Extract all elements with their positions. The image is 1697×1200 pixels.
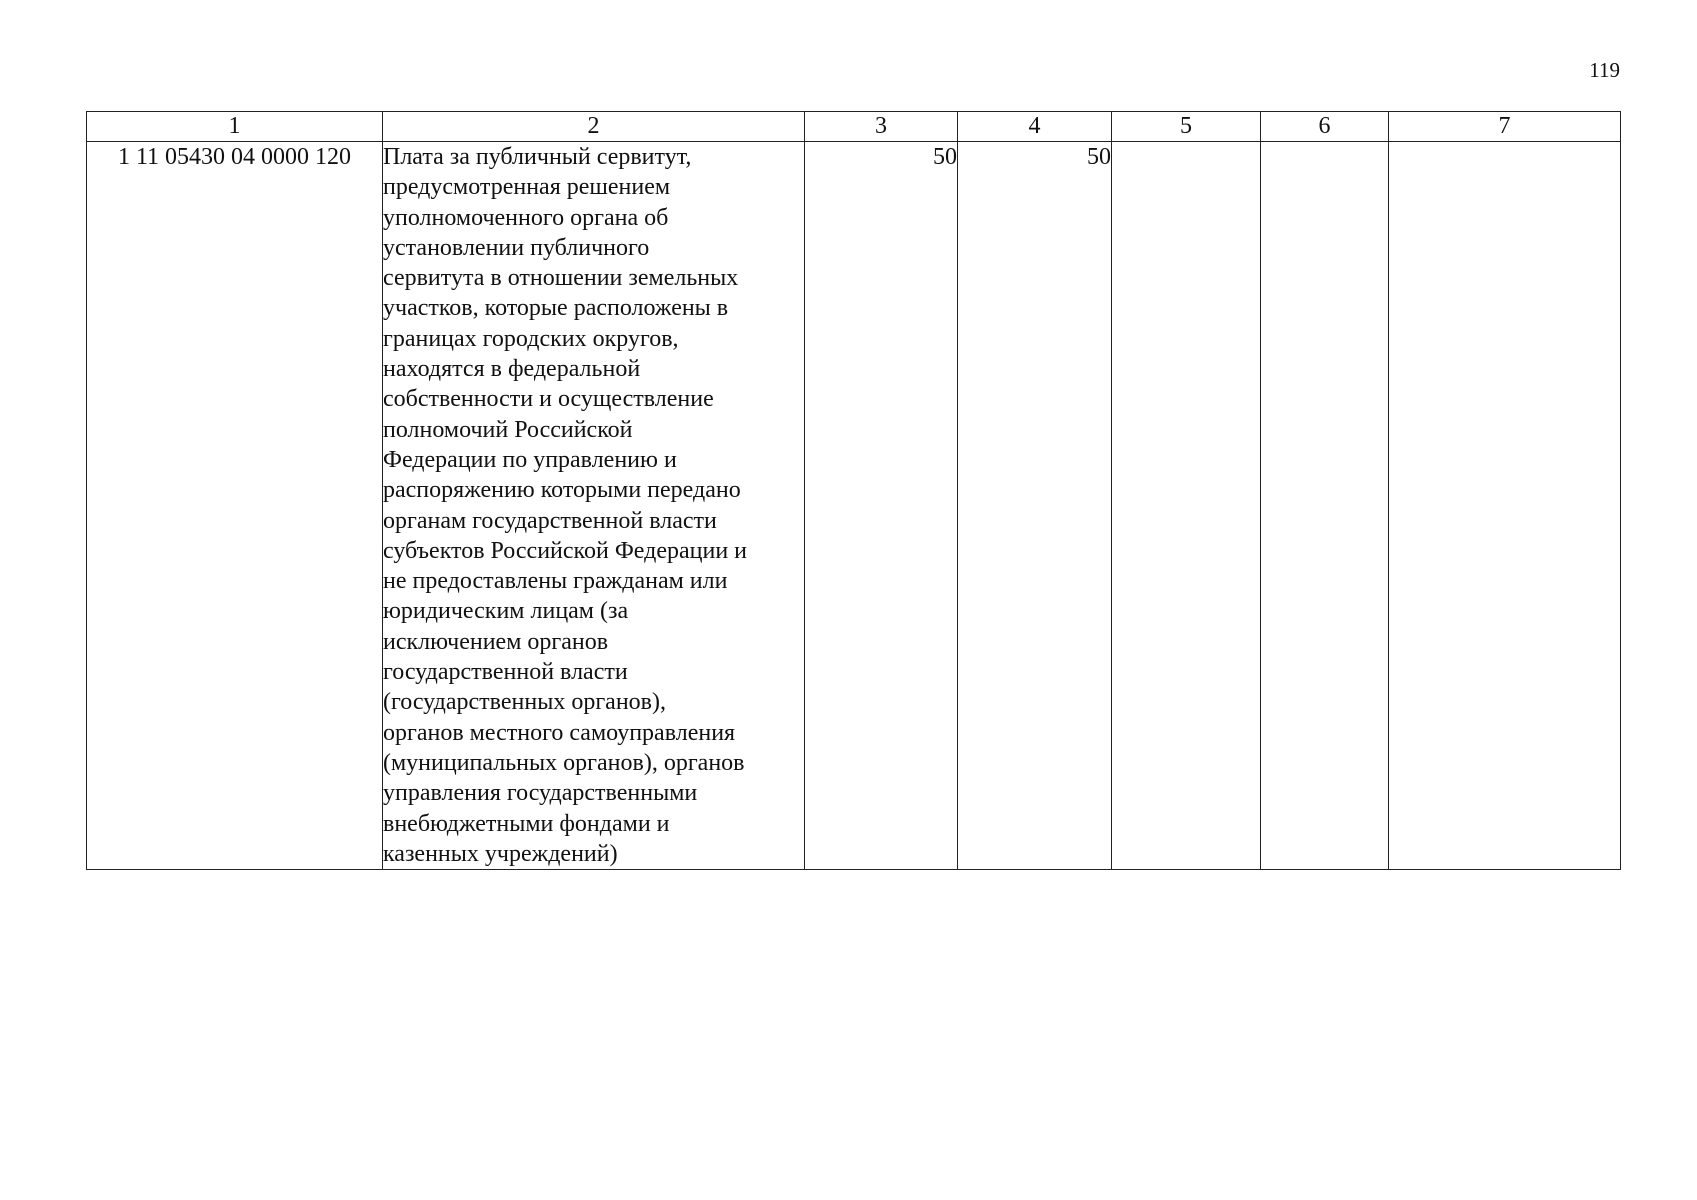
name-line: собственности и осуществление <box>383 386 714 413</box>
budget-table <box>86 111 1621 870</box>
name-line: государственной власти <box>383 659 628 686</box>
value-col-5 <box>1112 142 1261 870</box>
name-line: (муниципальных органов), органов <box>383 749 745 776</box>
name-line: юридическим лицам (за <box>383 598 629 625</box>
header-col-5: 5 <box>1112 112 1261 142</box>
revenue-name-cell <box>383 142 805 870</box>
name-line: не предоставлены гражданам или <box>383 568 728 595</box>
name-line: органам государственной власти <box>383 507 717 534</box>
value-col-4: 50 <box>958 142 1112 870</box>
page-number: 119 <box>1589 58 1620 82</box>
name-line: находятся в федеральной <box>383 356 641 383</box>
name-line: полномочий Российской <box>383 416 633 443</box>
name-line: исключением органов <box>383 628 609 655</box>
header-row <box>87 112 1621 142</box>
name-line: управления государственными <box>383 780 698 807</box>
header-col-7: 7 <box>1389 112 1621 142</box>
name-line: казенных учреждений) <box>383 840 618 867</box>
name-line: уполномоченного органа об <box>383 204 669 231</box>
name-line: внебюджетными фондами и <box>383 810 670 837</box>
revenue-code-cell: 1 11 05430 04 0000 120 <box>87 142 383 870</box>
name-line: (государственных органов), <box>383 689 666 716</box>
name-line: сервитута в отношении земельных <box>383 265 739 292</box>
name-line: предусмотренная решением <box>383 174 671 201</box>
header-col-1: 1 <box>87 112 383 142</box>
name-line: субъектов Российской Федерации и <box>383 537 748 564</box>
header-col-3: 3 <box>805 112 958 142</box>
header-col-4: 4 <box>958 112 1112 142</box>
name-line: Федерации по управлению и <box>383 446 677 473</box>
value-col-7 <box>1389 142 1621 870</box>
name-line: распоряжению которыми передано <box>383 477 741 504</box>
value-col-3: 50 <box>805 142 958 870</box>
header-col-2: 2 <box>383 112 805 142</box>
value-col-6 <box>1261 142 1389 870</box>
name-line: Плата за публичный сервитут, <box>383 144 692 170</box>
header-col-6: 6 <box>1261 112 1389 142</box>
name-line: установлении публичного <box>383 234 650 261</box>
table-row <box>87 142 1621 870</box>
name-line: границах городских округов, <box>383 325 679 352</box>
name-line: участков, которые расположены в <box>383 295 729 322</box>
name-line: органов местного самоуправления <box>383 719 736 746</box>
